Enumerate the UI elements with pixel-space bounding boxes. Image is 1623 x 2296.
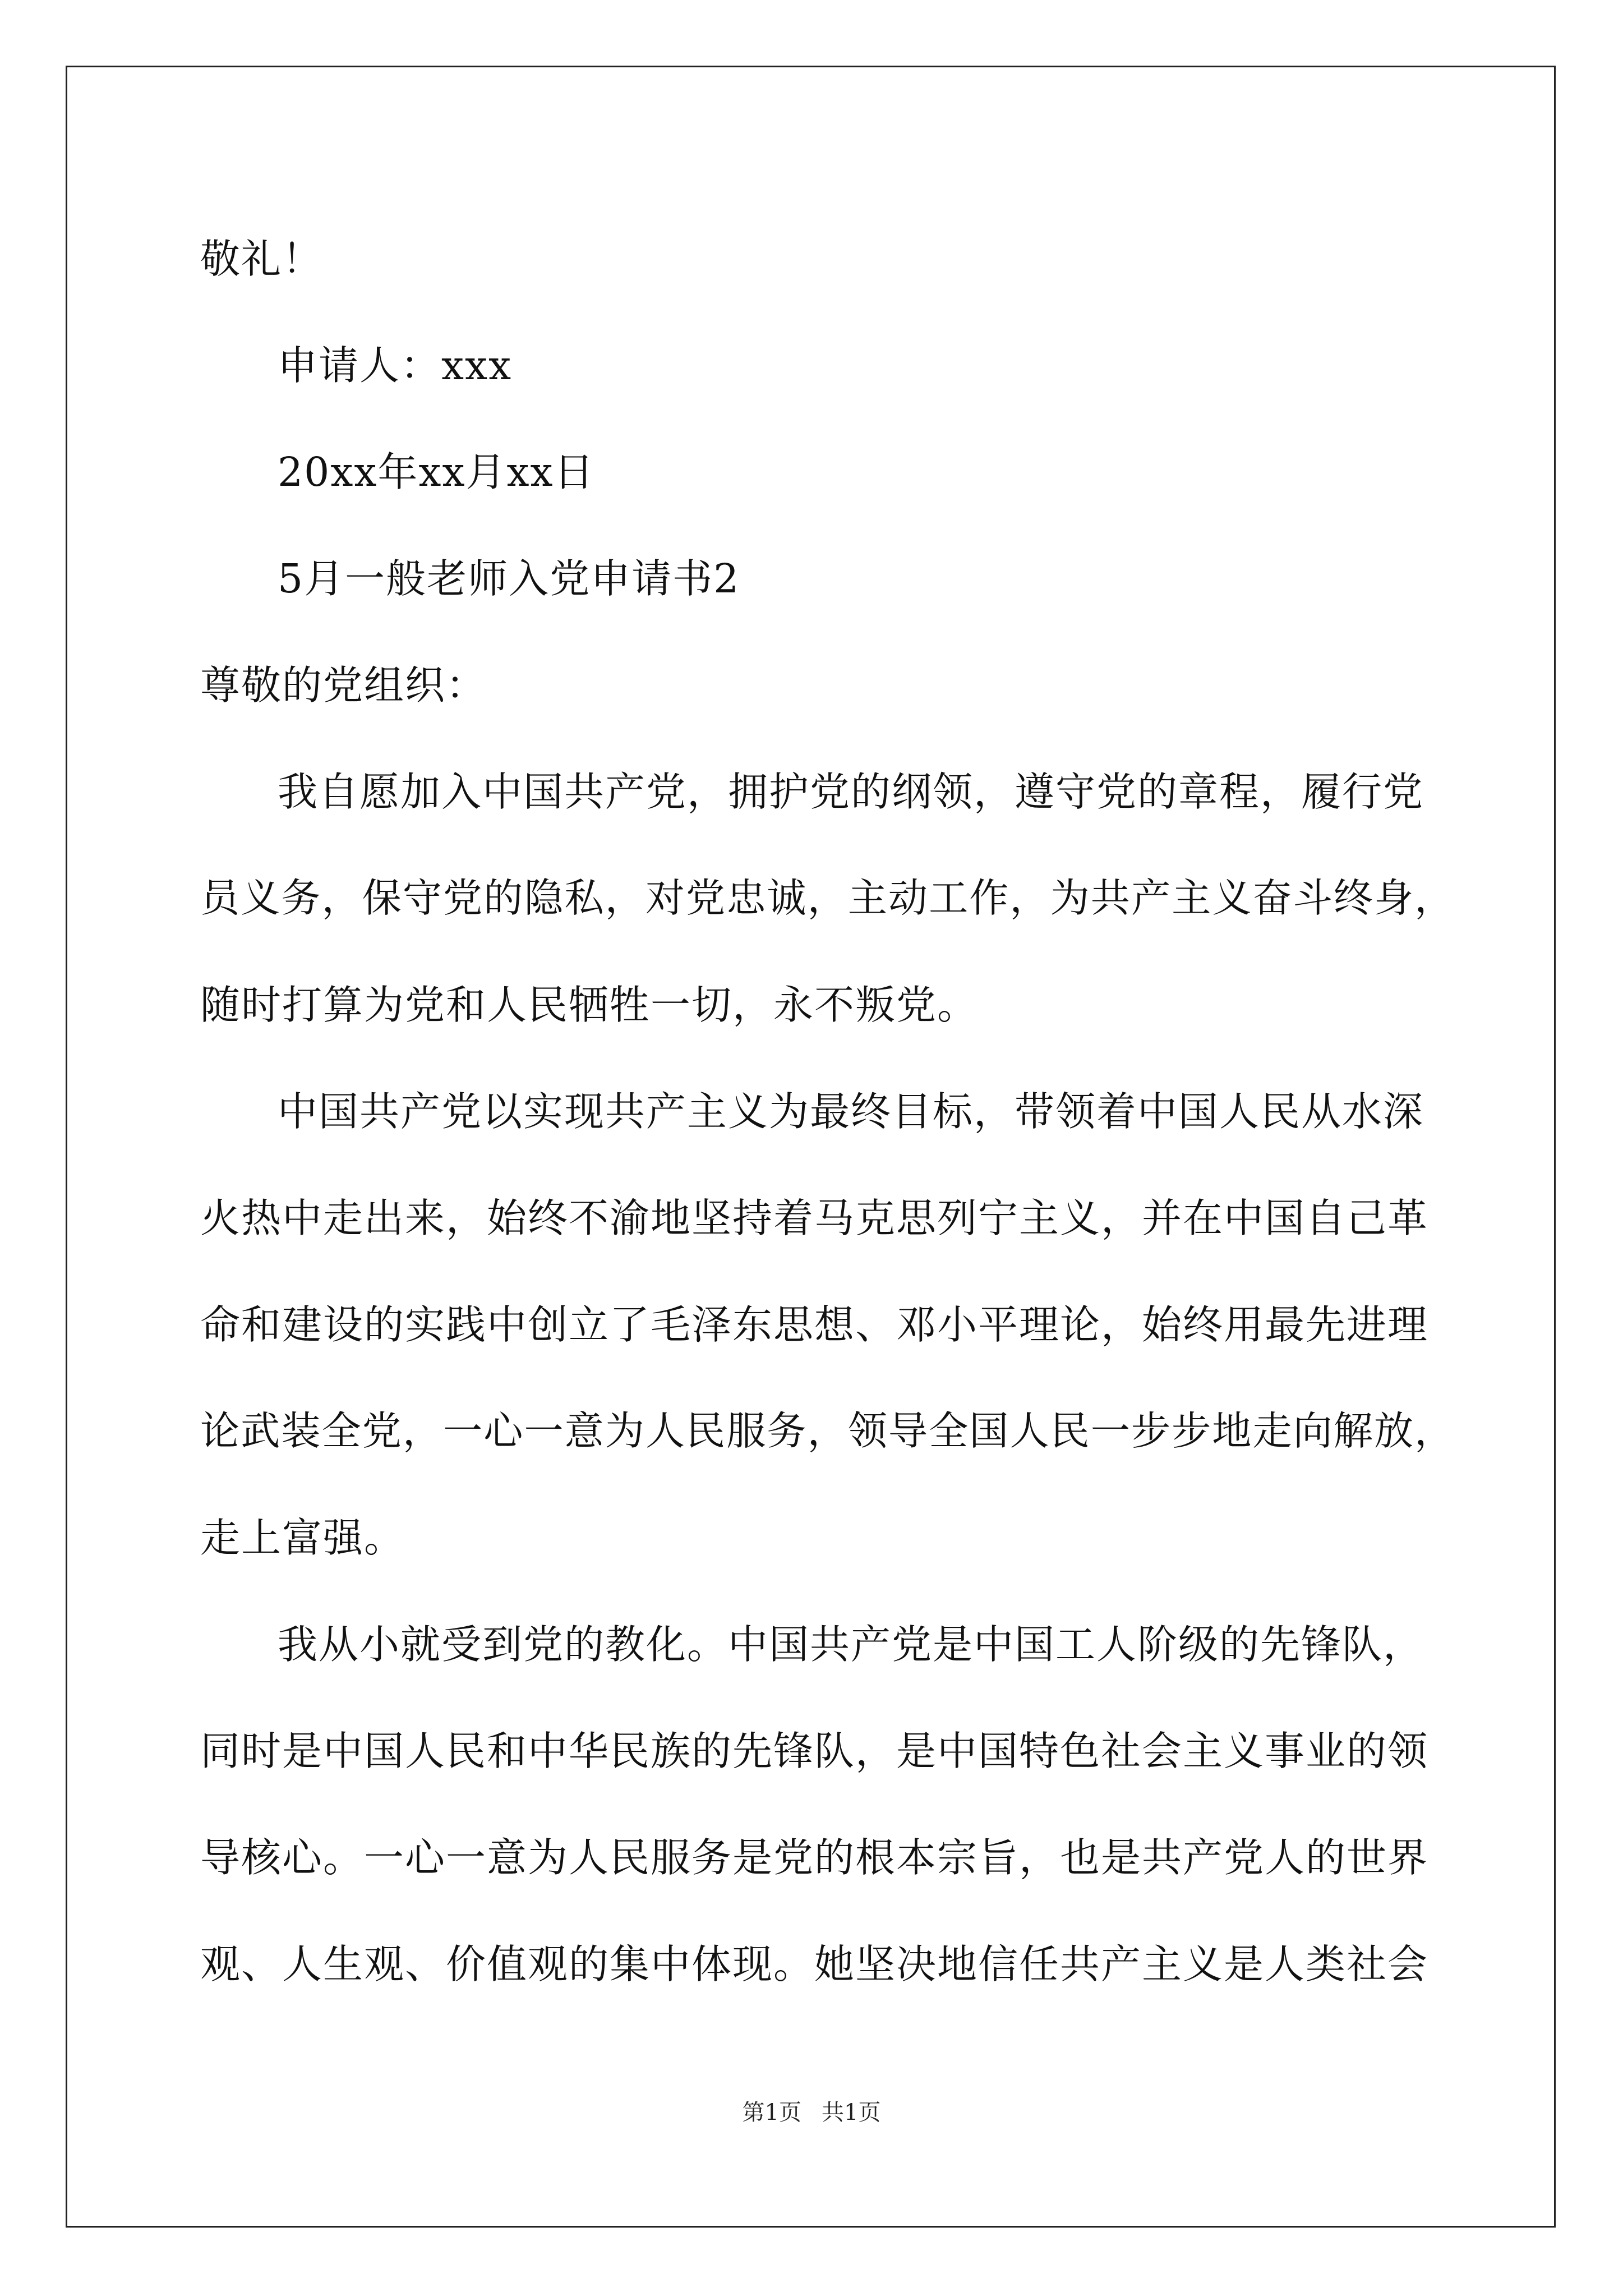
paragraph-1-line-3: 随时打算为党和人民牺牲一切，永不叛党。 <box>200 982 979 1028</box>
greeting: 尊敬的党组织： <box>200 662 487 708</box>
closing-salutation: 敬礼！ <box>200 236 324 282</box>
date-line: 20xx年xx月xx日 <box>278 449 595 495</box>
page-total: 共1页 <box>822 2100 881 2125</box>
applicant-line: 申请人：xxx <box>278 342 513 389</box>
paragraph-2-line-5: 走上富强。 <box>200 1515 405 1561</box>
paragraph-2-line-3: 命和建设的实践中创立了毛泽东思想、邓小平理论，始终用最先进理 <box>200 1301 1429 1348</box>
paragraph-1-line-2: 员义务，保守党的隐私，对党忠诚，主动工作，为共产主义奋斗终身， <box>200 875 1455 921</box>
paragraph-1-line-1: 我自愿加入中国共产党，拥护党的纲领，遵守党的章程，履行党 <box>278 769 1424 815</box>
paragraph-2-line-1: 中国共产党以实现共产主义为最终目标，带领着中国人民从水深 <box>278 1088 1424 1135</box>
paragraph-3-line-1: 我从小就受到党的教化。中国共产党是中国工人阶级的先锋队， <box>278 1621 1424 1668</box>
paragraph-2-line-2: 火热中走出来，始终不渝地坚持着马克思列宁主义，并在中国自己革 <box>200 1195 1429 1241</box>
paragraph-3-line-4: 观、人生观、价值观的集中体现。她坚决地信任共产主义是人类社会 <box>200 1941 1429 1987</box>
paragraph-3-line-2: 同时是中国人民和中华民族的先锋队，是中国特色社会主义事业的领 <box>200 1728 1429 1774</box>
page-footer <box>0 2095 1623 2127</box>
paragraph-3-line-3: 导核心。一心一意为人民服务是党的根本宗旨，也是共产党人的世界 <box>200 1834 1429 1881</box>
page-number: 第1页 <box>742 2100 801 2125</box>
paragraph-2-line-4: 论武装全党，一心一意为人民服务，领导全国人民一步步地走向解放， <box>200 1408 1455 1454</box>
section-title: 5月一般老师入党申请书2 <box>278 555 740 602</box>
